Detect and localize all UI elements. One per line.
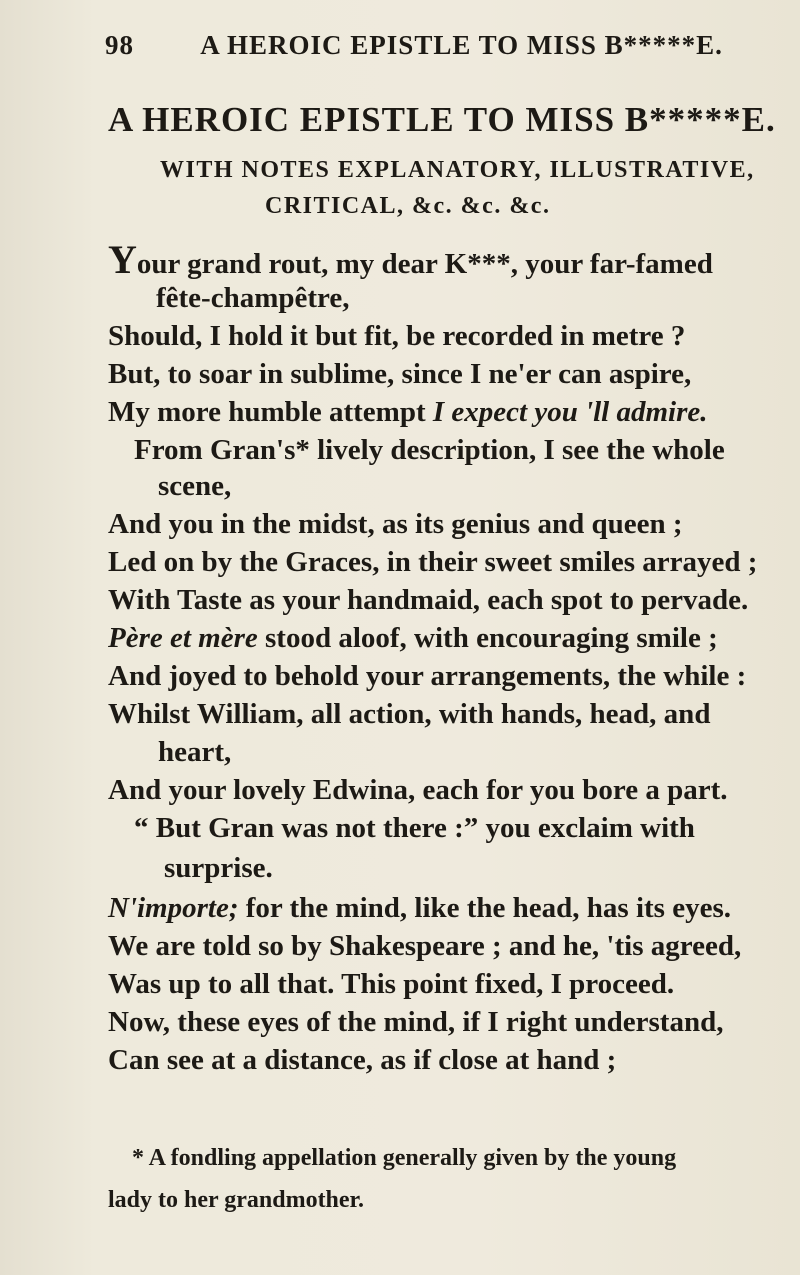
poem-line-14: heart, bbox=[158, 736, 232, 768]
poem-line-7: scene, bbox=[158, 470, 232, 502]
subtitle-line-1: WITH NOTES EXPLANATORY, ILLUSTRATIVE, bbox=[160, 157, 755, 183]
poem-line-2: fête-champêtre, bbox=[156, 282, 350, 314]
poem-line-20: Was up to all that. This point fixed, I proceed. bbox=[108, 968, 675, 1000]
poem-line-10: With Taste as your handmaid, each spot to pervade. bbox=[108, 584, 749, 616]
poem-line-12: And joyed to behold your arrangements, the while : bbox=[108, 660, 747, 692]
footnote-line-1: * A fondling appellation generally given by the young bbox=[132, 1145, 677, 1171]
poem-line-4: But, to soar in sublime, since I ne'er can aspire, bbox=[108, 358, 692, 390]
poem-line-3: Should, I hold it but fit, be recorded in metre ? bbox=[108, 320, 686, 352]
subtitle-line-2: CRITICAL, &c. &c. &c. bbox=[265, 193, 551, 219]
poem-line-22: Can see at a distance, as if close at hand ; bbox=[108, 1044, 617, 1076]
poem-line-11: Père et mère stood aloof, with encouraging smile ; bbox=[108, 622, 718, 654]
footnote-line-2: lady to her grandmother. bbox=[108, 1187, 365, 1213]
poem-line-15: And your lovely Edwina, each for you bore a part. bbox=[108, 774, 728, 806]
poem-line-21: Now, these eyes of the mind, if I right understand, bbox=[108, 1006, 724, 1038]
page-number: 98 bbox=[105, 30, 134, 60]
running-title: A HEROIC EPISTLE TO MISS B*****E. bbox=[200, 30, 723, 60]
poem-line-17: surprise. bbox=[164, 852, 273, 884]
poem-line-8: And you in the midst, as its genius and queen ; bbox=[108, 508, 683, 540]
running-head bbox=[105, 30, 725, 61]
poem-line-19: We are told so by Shakespeare ; and he, 'tis agreed, bbox=[108, 930, 742, 962]
poem-line-18: N'importe; for the mind, like the head, has its eyes. bbox=[108, 892, 731, 924]
poem-line-6: From Gran's* lively description, I see the whole bbox=[134, 434, 725, 466]
poem-title: A HEROIC EPISTLE TO MISS B*****E. bbox=[108, 100, 776, 139]
poem-line-5: My more humble attempt I expect you 'll admire. bbox=[108, 396, 708, 428]
poem-line-1: Your grand rout, my dear K***, your far-famed bbox=[108, 237, 713, 282]
drop-initial: Y bbox=[108, 237, 137, 282]
poem-line-16: “ But Gran was not there :” you exclaim with bbox=[134, 812, 695, 844]
poem-line-13: Whilst William, all action, with hands, head, and bbox=[108, 698, 711, 730]
poem-line-9: Led on by the Graces, in their sweet smiles arrayed ; bbox=[108, 546, 758, 578]
